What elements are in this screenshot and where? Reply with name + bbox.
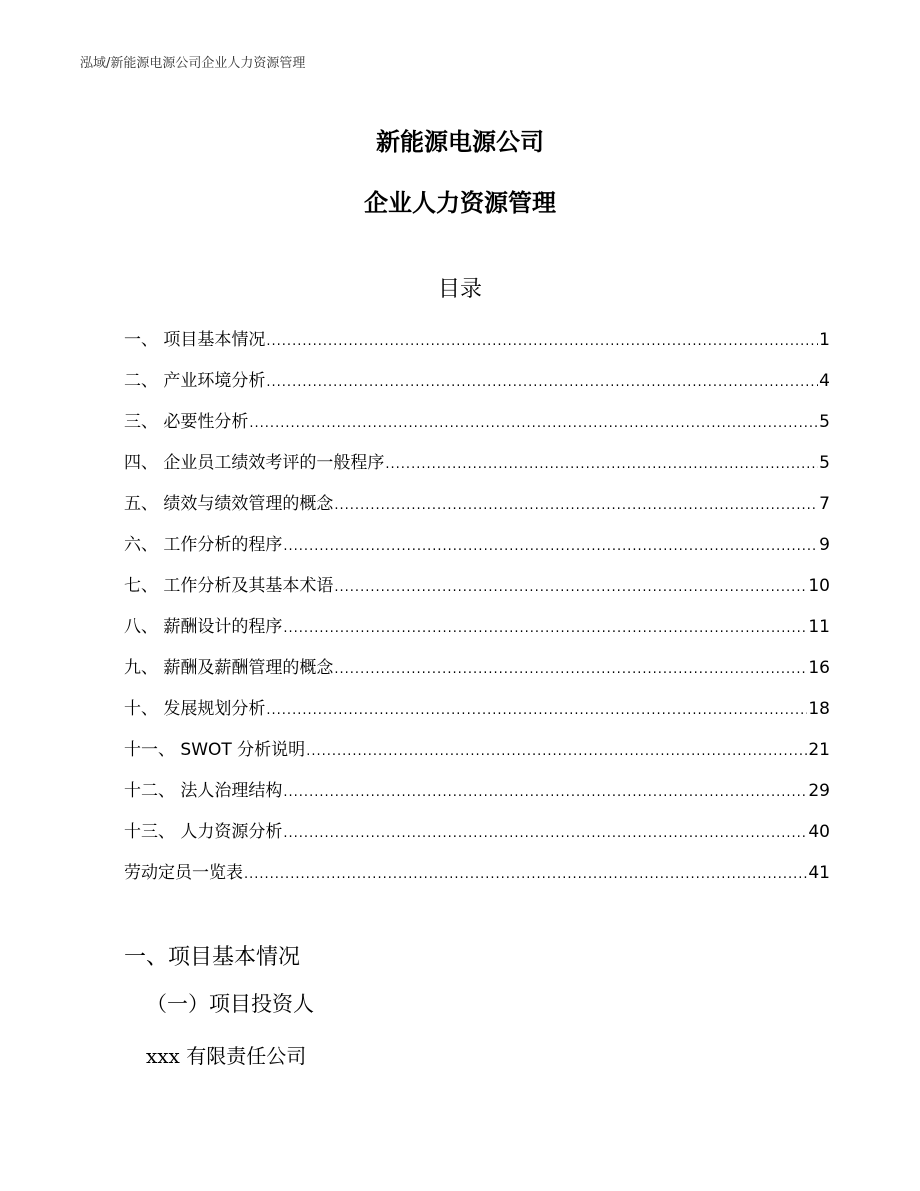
toc-entry[interactable]: [124, 571, 830, 612]
toc-leader-dots: [306, 744, 807, 759]
toc-leader-dots: [244, 867, 807, 882]
toc-leader-dots: [266, 375, 818, 390]
toc-entry-page: 10: [808, 576, 830, 596]
toc-entry-page: 16: [808, 658, 830, 678]
toc-entry-page: 21: [808, 740, 830, 760]
toc-entry-label: 六、 工作分析的程序: [124, 535, 283, 555]
toc-leader-dots: [385, 457, 818, 472]
toc-leader-dots: [283, 826, 807, 841]
toc-leader-dots: [334, 662, 807, 677]
toc-entry-label: 九、 薪酬及薪酬管理的概念: [124, 658, 334, 678]
toc-entry[interactable]: [124, 530, 830, 571]
toc-entry-page: 7: [819, 494, 830, 514]
toc-entry-label: 劳动定员一览表: [124, 863, 243, 883]
toc-entry-page: 1: [819, 330, 830, 350]
toc-entry-label: 十三、 人力资源分析: [124, 822, 283, 842]
toc-entry-label: 三、 必要性分析: [124, 412, 249, 432]
toc-leader-dots: [266, 703, 807, 718]
toc-entry-page: 5: [819, 453, 830, 473]
toc-leader-dots: [334, 580, 807, 595]
toc-leader-dots: [266, 334, 818, 349]
title-line-2: 企业人力资源管理: [364, 189, 556, 217]
toc-entry-label: 四、 企业员工绩效考评的一般程序: [124, 453, 385, 473]
toc-entry[interactable]: [124, 366, 830, 407]
table-of-contents: [124, 325, 830, 899]
toc-entry[interactable]: [124, 448, 830, 489]
toc-entry[interactable]: [124, 407, 830, 448]
toc-entry-label: 七、 工作分析及其基本术语: [124, 576, 334, 596]
toc-entry-page: 18: [808, 699, 830, 719]
toc-title: 目录: [437, 277, 482, 302]
toc-entry-label: 十一、 SWOT 分析说明: [124, 740, 306, 760]
toc-entry[interactable]: [124, 858, 830, 899]
toc-entry[interactable]: [124, 694, 830, 735]
toc-leader-dots: [334, 498, 818, 513]
body-paragraph: xxx 有限责任公司: [146, 1044, 307, 1068]
toc-entry[interactable]: [124, 735, 830, 776]
toc-leader-dots: [283, 621, 807, 636]
toc-entry-label: 一、 项目基本情况: [124, 330, 266, 350]
toc-entry-page: 11: [808, 617, 830, 637]
toc-entry-page: 40: [808, 822, 830, 842]
toc-entry-label: 八、 薪酬设计的程序: [124, 617, 283, 637]
toc-leader-dots: [283, 539, 818, 554]
page-header: 泓域/新能源电源公司企业人力资源管理: [80, 56, 306, 71]
section-heading: 一、项目基本情况: [124, 945, 301, 970]
toc-entry-page: 9: [819, 535, 830, 555]
toc-leader-dots: [283, 785, 807, 800]
subsection-heading: （一）项目投资人: [146, 992, 314, 1016]
toc-entry-page: 29: [808, 781, 830, 801]
toc-entry-label: 十、 发展规划分析: [124, 699, 266, 719]
toc-entry-label: 二、 产业环境分析: [124, 371, 266, 391]
toc-entry-page: 4: [819, 371, 830, 391]
toc-leader-dots: [249, 416, 818, 431]
toc-entry-page: 41: [808, 863, 830, 883]
toc-entry[interactable]: [124, 653, 830, 694]
toc-entry[interactable]: [124, 776, 830, 817]
toc-entry[interactable]: [124, 817, 830, 858]
toc-entry-label: 五、 绩效与绩效管理的概念: [124, 494, 334, 514]
toc-entry-label: 十二、 法人治理结构: [124, 781, 283, 801]
toc-entry-page: 5: [819, 412, 830, 432]
toc-entry[interactable]: [124, 489, 830, 530]
title-line-1: 新能源电源公司: [376, 128, 544, 156]
toc-entry[interactable]: [124, 325, 830, 366]
toc-entry[interactable]: [124, 612, 830, 653]
